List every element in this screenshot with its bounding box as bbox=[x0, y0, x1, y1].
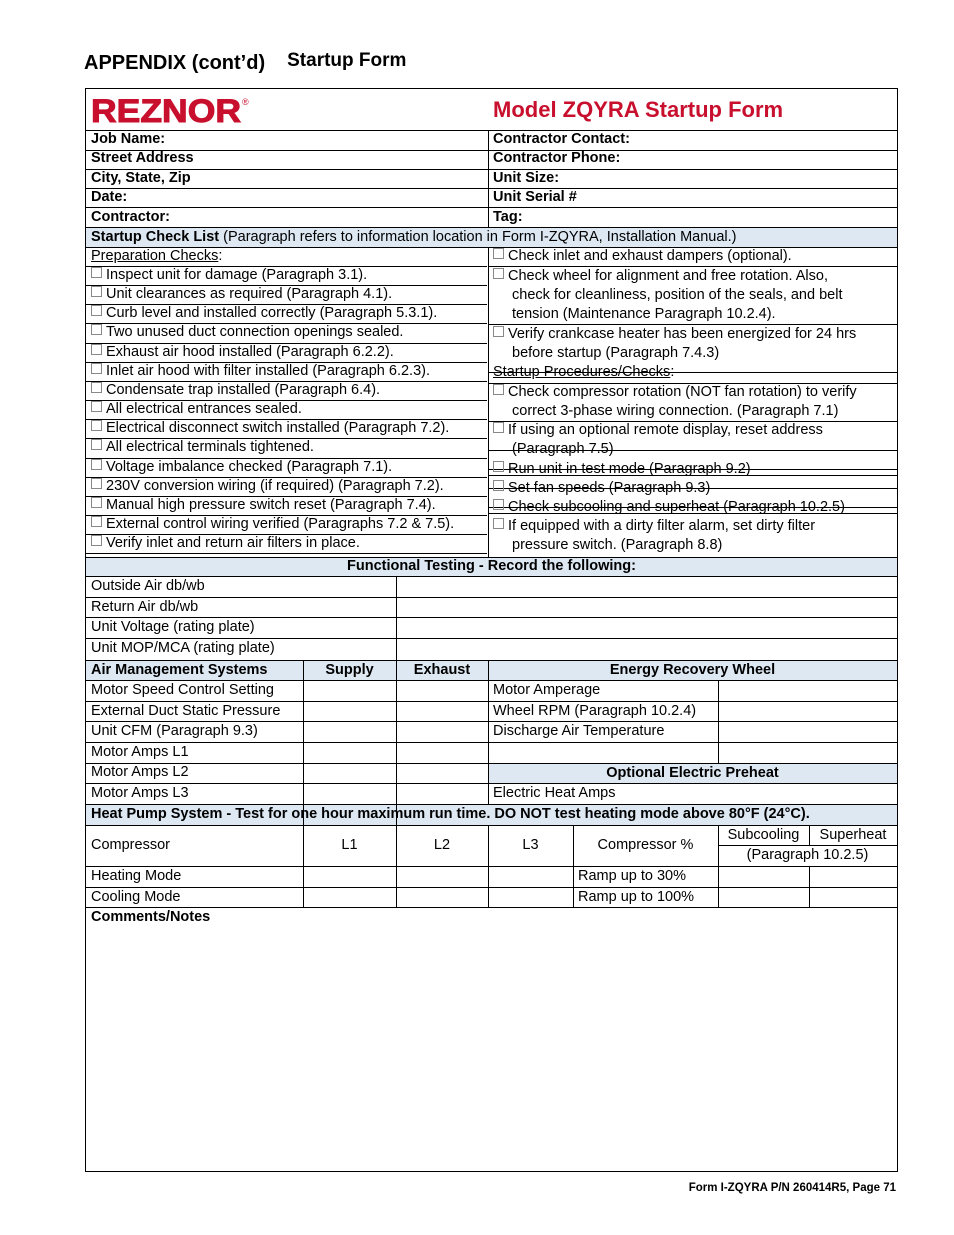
prep-title: Preparation Checks: bbox=[91, 248, 223, 264]
proc-check-item-cont: correct 3-phase wiring connection. (Paragraph 7.1) bbox=[512, 402, 839, 419]
proc-check-item bbox=[488, 498, 897, 517]
prep-check-item bbox=[86, 343, 487, 362]
erw-title: Energy Recovery Wheel bbox=[609, 662, 776, 678]
prep-check-item bbox=[86, 362, 487, 381]
right-check-item bbox=[488, 325, 897, 344]
proc-title-text: Startup Procedures/Checks bbox=[493, 364, 671, 380]
checkbox-icon[interactable] bbox=[91, 401, 102, 412]
compressor-pct-label: Compressor % bbox=[597, 837, 694, 853]
form-title: Model ZQYRA Startup Form bbox=[493, 97, 784, 122]
checkbox-icon[interactable] bbox=[493, 268, 504, 279]
startup-form-heading: Startup Form bbox=[287, 50, 407, 71]
mode-label: Cooling Mode bbox=[91, 888, 181, 905]
checkbox-icon[interactable] bbox=[493, 480, 504, 491]
air-row-label: Unit CFM (Paragraph 9.3) bbox=[91, 723, 258, 740]
check-item-label: Run unit in test mode (Paragraph 9.2) bbox=[508, 460, 751, 477]
job-info-label: Street Address bbox=[91, 150, 194, 167]
checkbox-icon[interactable] bbox=[91, 439, 102, 450]
supply-header: Supply bbox=[325, 662, 374, 678]
proc-check-item bbox=[488, 479, 897, 498]
job-info-label: Date: bbox=[91, 189, 128, 206]
preheat-title: Optional Electric Preheat bbox=[606, 765, 779, 781]
prep-check-item bbox=[86, 477, 487, 496]
paragraph-label: (Paragraph 10.2.5) bbox=[746, 847, 869, 863]
check-item-label: Two unused duct connection openings sealed. bbox=[106, 324, 404, 341]
checkbox-icon[interactable] bbox=[91, 286, 102, 297]
check-item-label: External control wiring verified (Paragraphs 7.2 & 7.5). bbox=[106, 515, 455, 532]
checkbox-icon[interactable] bbox=[91, 497, 102, 508]
check-item-label: All electrical entrances sealed. bbox=[106, 401, 302, 418]
air-row-label: Motor Amps L3 bbox=[91, 785, 189, 801]
proc-check-item bbox=[488, 517, 897, 536]
check-item-label: Verify inlet and return air filters in place. bbox=[106, 535, 360, 552]
prep-check-item bbox=[86, 458, 487, 477]
check-item-label: Manual high pressure switch reset (Paragraph 7.4). bbox=[106, 496, 436, 513]
proc-check-item-cont: pressure switch. (Paragraph 8.8) bbox=[512, 536, 723, 553]
prep-check-item bbox=[86, 304, 487, 323]
prep-check-item bbox=[86, 438, 487, 457]
page-header bbox=[84, 52, 406, 75]
checkbox-icon[interactable] bbox=[91, 305, 102, 316]
prep-check-item bbox=[86, 515, 487, 534]
right-check-item bbox=[488, 247, 897, 266]
ramp-label: Ramp up to 100% bbox=[578, 888, 695, 905]
checkbox-icon[interactable] bbox=[91, 459, 102, 470]
compressor-label: Compressor bbox=[91, 837, 170, 853]
functional-title: Functional Testing - Record the following: bbox=[347, 558, 636, 574]
checkbox-icon[interactable] bbox=[493, 518, 504, 529]
right-check-item-cont: tension (Maintenance Paragraph 10.2.4). bbox=[512, 305, 776, 322]
l2-label: L2 bbox=[433, 837, 451, 853]
checkbox-icon[interactable] bbox=[493, 248, 504, 259]
air-row-label: Motor Speed Control Setting bbox=[91, 682, 274, 698]
functional-row-label: Return Air db/wb bbox=[91, 598, 199, 615]
reznor-logo bbox=[91, 95, 251, 125]
prep-check-item bbox=[86, 323, 487, 342]
svg-text:®: ® bbox=[242, 97, 249, 107]
proc-check-item bbox=[488, 383, 897, 402]
erw-row-label: Motor Amperage bbox=[493, 682, 601, 698]
job-info-label: Contractor: bbox=[91, 208, 170, 225]
prep-check-item bbox=[86, 419, 487, 438]
erw-row-label: Discharge Air Temperature bbox=[493, 723, 665, 740]
checklist-title: Startup Check List bbox=[91, 229, 220, 245]
air-header: Air Management Systems bbox=[91, 662, 268, 678]
check-item-label: Check wheel for alignment and free rotation. Also, bbox=[508, 267, 828, 284]
exhaust-header: Exhaust bbox=[413, 662, 471, 678]
checklist-header bbox=[86, 228, 897, 247]
erw-row-label: Wheel RPM (Paragraph 10.2.4) bbox=[493, 702, 697, 719]
right-check-item-cont: before startup (Paragraph 7.4.3) bbox=[512, 344, 720, 361]
prep-check-item bbox=[86, 496, 487, 515]
prep-check-item bbox=[86, 400, 487, 419]
functional-row-label: Unit MOP/MCA (rating plate) bbox=[91, 640, 275, 657]
right-check-item-cont: check for cleanliness, position of the seals, and belt bbox=[512, 286, 843, 303]
superheat-label: Superheat bbox=[819, 827, 887, 843]
checkbox-icon[interactable] bbox=[493, 499, 504, 510]
checkbox-icon[interactable] bbox=[91, 382, 102, 393]
proc-check-item bbox=[488, 460, 897, 479]
check-item-label: Voltage imbalance checked (Paragraph 7.1). bbox=[106, 458, 393, 475]
checkbox-icon[interactable] bbox=[91, 516, 102, 527]
svg-text:REZNOR: REZNOR bbox=[91, 95, 241, 125]
ramp-label: Ramp up to 30% bbox=[578, 868, 687, 884]
checkbox-icon[interactable] bbox=[91, 267, 102, 278]
heatpump-title: Heat Pump System - Test for one hour maximum run time. DO NOT test heating mode above 80°F (24°C). bbox=[91, 806, 810, 822]
check-item-label: Electrical disconnect switch installed (Paragraph 7.2). bbox=[106, 420, 450, 437]
prep-check-item bbox=[86, 381, 487, 400]
checkbox-icon[interactable] bbox=[91, 420, 102, 431]
comments-label: Comments/Notes bbox=[91, 909, 211, 925]
job-info-label: Contractor Phone: bbox=[493, 150, 621, 167]
preheat-row-label: Electric Heat Amps bbox=[493, 785, 616, 801]
job-info-label: Contractor Contact: bbox=[493, 131, 630, 147]
air-row-label: Motor Amps L2 bbox=[91, 764, 189, 781]
prep-check-item bbox=[86, 266, 487, 285]
check-item-label: 230V conversion wiring (if required) (Paragraph 7.2). bbox=[106, 477, 444, 494]
prep-check-item bbox=[86, 534, 487, 553]
check-item-label: Condensate trap installed (Paragraph 6.4). bbox=[106, 381, 381, 398]
checkbox-icon[interactable] bbox=[493, 384, 504, 395]
check-item-label: Inspect unit for damage (Paragraph 3.1). bbox=[106, 267, 368, 283]
checkbox-icon[interactable] bbox=[91, 363, 102, 374]
checkbox-icon[interactable] bbox=[91, 478, 102, 489]
functional-row-label: Outside Air db/wb bbox=[91, 578, 205, 594]
checkbox-icon[interactable] bbox=[91, 324, 102, 335]
checkbox-icon[interactable] bbox=[91, 535, 102, 546]
prep-title-text: Preparation Checks bbox=[91, 248, 219, 264]
appendix-heading: APPENDIX (cont’d) bbox=[84, 52, 266, 74]
subcooling-label: Subcooling bbox=[727, 827, 800, 843]
functional-row-label: Unit Voltage (rating plate) bbox=[91, 619, 255, 636]
check-item-label: Check subcooling and superheat (Paragraph 10.2.5) bbox=[508, 498, 845, 515]
prep-check-item bbox=[86, 285, 487, 304]
l1-label: L1 bbox=[341, 837, 358, 853]
check-item-label: Inlet air hood with filter installed (Paragraph 6.2.3). bbox=[106, 362, 431, 379]
checkbox-icon[interactable] bbox=[493, 461, 504, 472]
check-item-label: Set fan speeds (Paragraph 9.3) bbox=[508, 479, 711, 496]
startup-form bbox=[85, 88, 898, 1172]
job-info-label: Job Name: bbox=[91, 131, 166, 147]
checklist-note: (Paragraph refers to information location in Form I-ZQYRA, Installation Manual.) bbox=[219, 229, 737, 245]
page-footer: Form I-ZQYRA P/N 260414R5, Page 71 bbox=[688, 1182, 896, 1194]
mode-label: Heating Mode bbox=[91, 868, 182, 884]
check-item-label: All electrical terminals tightened. bbox=[106, 439, 314, 456]
right-check-item bbox=[488, 267, 897, 286]
checkbox-icon[interactable] bbox=[91, 344, 102, 355]
check-item-label: Unit clearances as required (Paragraph 4.1). bbox=[106, 286, 393, 303]
check-item-label: Check inlet and exhaust dampers (optional). bbox=[508, 248, 792, 264]
check-item-label: If equipped with a dirty filter alarm, set dirty filter bbox=[508, 517, 816, 534]
job-info-label: City, State, Zip bbox=[91, 169, 191, 186]
job-info-label: Tag: bbox=[493, 208, 523, 225]
check-item-label: Verify crankcase heater has been energized for 24 hrs bbox=[508, 325, 857, 342]
check-item-label: Curb level and installed correctly (Paragraph 5.3.1). bbox=[106, 305, 438, 322]
job-info-label: Unit Size: bbox=[493, 169, 560, 186]
check-item-label: If using an optional remote display, reset address bbox=[508, 421, 823, 438]
air-row-label: Motor Amps L1 bbox=[91, 743, 189, 760]
l3-label: L3 bbox=[522, 837, 539, 853]
checkbox-icon[interactable] bbox=[493, 422, 504, 433]
proc-title: Startup Procedures/Checks: bbox=[493, 364, 675, 380]
checkbox-icon[interactable] bbox=[493, 326, 504, 337]
proc-check-item-cont: (Paragraph 7.5) bbox=[512, 440, 614, 457]
proc-check-item bbox=[488, 421, 897, 440]
check-item-label: Check compressor rotation (NOT fan rotation) to verify bbox=[508, 383, 857, 400]
job-info-label: Unit Serial # bbox=[493, 189, 577, 206]
check-item-label: Exhaust air hood installed (Paragraph 6.2.2). bbox=[106, 343, 394, 360]
air-row-label: External Duct Static Pressure bbox=[91, 702, 281, 719]
